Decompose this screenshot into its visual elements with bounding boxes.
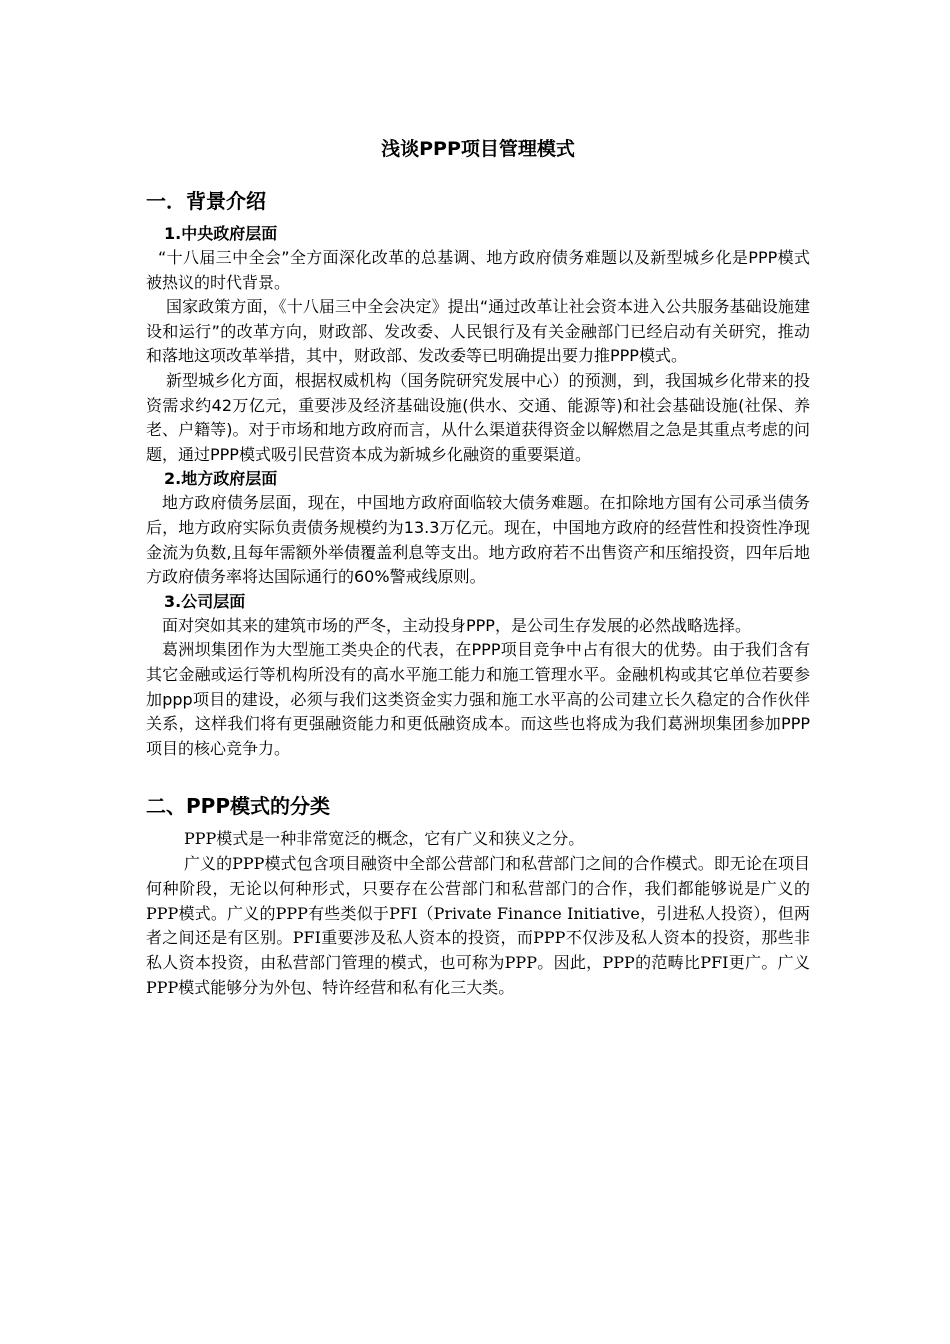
paragraph: 面对突如其来的建筑市场的严冬，主动投身PPP，是公司生存发展的必然战略选择。 (162, 615, 751, 635)
paragraph: 新型城乡化方面，根据权威机构（国务院研究发展中心）的预测，到，我国城乡化带来的投资需求约42万亿元，重要涉及经济基础设施(供水、交通、能源等)和社会基础设施(社保、养老、户籍等)。对于市场和地方政府而言，从什么渠道获得资金以解燃眉之急是其重点考虑的问题，通过PPP模式吸引民营资本成为新城乡化融资的重要渠道。 (146, 370, 810, 464)
paragraph: “十八届三中全会”全方面深化改革的总基调、地方政府债务难题以及新型城乡化是PPP模式被热议的时代背景。 (146, 248, 810, 292)
subheading-local-government: 2.地方政府层面 (164, 469, 278, 489)
subheading-company: 3.公司层面 (164, 591, 246, 611)
subheading-central-government: 1.中央政府层面 (164, 224, 278, 243)
paragraph: 国家政策方面，《十八届三中全会决定》提出“通过改革让社会资本进入公共服务基础设施建设和运行”的改革方向，财政部、发改委、人民银行及有关金融部门已经启动有关研究，推动和落地这项改革举措，其中，财政部、发改委等已明确提出要力推PPP模式。 (146, 297, 810, 366)
classification-text (146, 827, 810, 1001)
document-title: 浅谈PPP项目管理模式 (381, 138, 575, 160)
document-body (146, 134, 810, 1001)
section-heading-background: 一．背景介绍 (146, 189, 266, 213)
paragraph: 葛洲坝集团作为大型施工类央企的代表，在PPP项目竞争中占有很大的优势。由于我们含有其它金融或运行等机构所没有的高水平施工能力和施工管理水平。金融机构或其它单位若要参加ppp项目的建设，必须与我们这类资金实力强和施工水平高的公司建立长久稳定的合作伙伴关系，这样我们将有更强融资能力和更低融资成本。而这些也将成为我们葛洲坝集团参加PPP项目的核心竞争力。 (146, 640, 810, 758)
paragraph: PPP模式是一种非常宽泛的概念，它有广义和狭义之分。 (184, 829, 585, 849)
paragraph: 地方政府债务层面，现在，中国地方政府面临较大债务难题。在扣除地方国有公司承当债务后，地方政府实际负责债务规模约为13.3万亿元。现在，中国地方政府的经营性和投资性净现金流为负数,且每年需额外举债覆盖利息等支出。地方政府若不出售资产和压缩投资，四年后地方政府债务率将达国际通行的60%警戒线原则。 (146, 493, 810, 587)
section-spacer (146, 761, 810, 791)
section-heading-classification: 二、PPP模式的分类 (146, 794, 330, 819)
paragraph: 广义的PPP模式包含项目融资中全部公营部门和私营部门之间的合作模式。即无论在项目何种阶段，无论以何种形式，只要存在公营部门和私营部门的合作，我们都能够说是广义的 PPP模式。广义的PPP有些类似于PFI（Private Finance Initiative，引进私人投资），但两者之间还是有区别。PFI重要涉及私人资本的投资，而PPP不仅涉及私人资本的投资，那些非私人资本投资，由私营部门管理的模式，也可称为PPP。因此，PPP的范畴比PFI更广。广义PPP模式能够分为外包、特许经营和私有化三大类。 (146, 854, 810, 998)
